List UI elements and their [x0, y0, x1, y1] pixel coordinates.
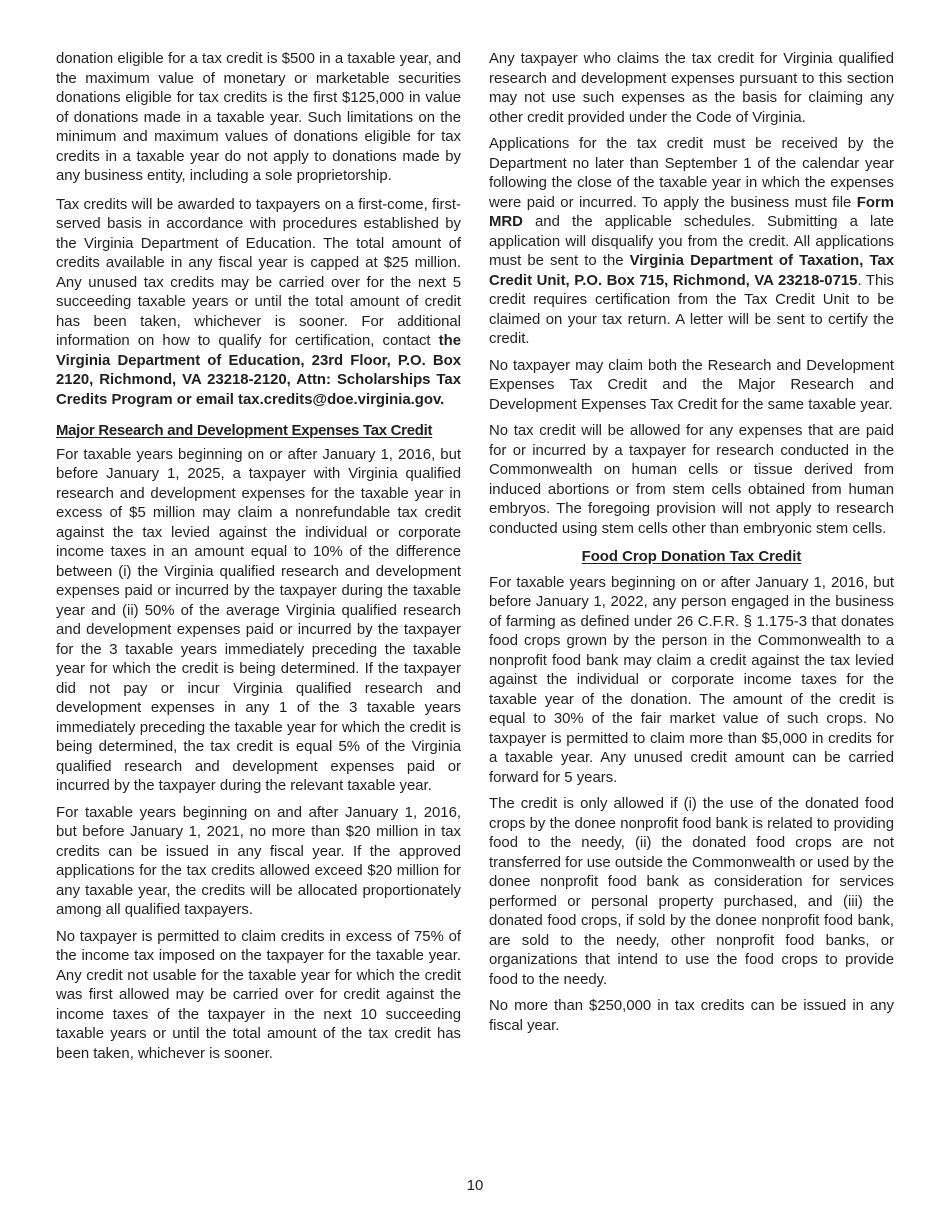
application-text-e: . This credit requires certification from the Tax Credit Unit to be claimed on your tax return. A letter will be sent to certify the credit. [489, 272, 894, 347]
food-crop-paragraph-3: No more than $250,000 in tax credits can be issued in any fiscal year. [489, 998, 894, 1034]
no-double-claim-paragraph: No taxpayer may claim both the Research and Development Expenses Tax Credit and the Major Research and Development Expenses Tax Credit for the same taxable year. [489, 357, 894, 413]
stem-cell-paragraph: No tax credit will be allowed for any expenses that are paid for or incurred by a taxpayer for research conducted in the Commonwealth on human cells or tissue derived from induced abortions or from stem cells obtained from human embryos. The foregoing provision will not apply to research conducted using stem cells other than embryonic stem cells. [489, 423, 894, 537]
left-column [56, 50, 461, 1071]
page-number: 10 [466, 1178, 484, 1194]
food-crop-heading: Food Crop Donation Tax Credit [581, 549, 802, 565]
award-text: Tax credits will be awarded to taxpayers on a first-come, first-served basis in accordance with procedures established by the Virginia Department of Education. The total amount of credits available in any fiscal year is capped at $25 million. Any unused tax credits may be carried over for the next 5 succeeding taxable years or until the total amount of credit has been taken, whichever is sooner. For additional information on how to qualify for certification, contact [56, 196, 461, 349]
form-mrd: Form MRD [489, 194, 894, 230]
application-text-a: Applications for the tax credit must be received by the Department no later than September 1 of the calendar year following the close of the taxable year in which the expenses were paid or incurred. To apply the business must file [489, 136, 894, 211]
tax-credit-award-paragraph [56, 196, 461, 411]
major-rd-heading: Major Research and Development Expenses Tax Credit [56, 423, 433, 439]
major-rd-paragraph-3: No taxpayer is permitted to claim credits in excess of 75% of the income tax imposed on the taxpayer for the taxable year. Any credit not usable for the taxable year for which the credit was first allowed may be carried over for credit against the income taxes of the taxpayer in the next 10 succeeding taxable years or until the total amount of the tax credit has been taken, whichever is sooner. [56, 928, 461, 1062]
rd-basis-paragraph: Any taxpayer who claims the tax credit for Virginia qualified research and development expenses pursuant to this section may not use such expenses as the basis for claiming any other credit provided under the Code of Virginia. [489, 51, 894, 126]
donation-limits-paragraph: donation eligible for a tax credit is $500 in a taxable year, and the maximum value of monetary or marketable securities donations eligible for tax credits is the first $125,000 in value of donations made in a taxable year. Such limitations on the minimum and maximum values of donations eligible for tax credits in a taxable year do not apply to donations made by any business entity, including a sole proprietorship. [56, 51, 461, 184]
tax-credit-unit-address: Virginia Department of Taxation, Tax Credit Unit, P.O. Box 715, Richmond, VA 23218-0715 [489, 253, 894, 289]
application-paragraph [489, 135, 894, 350]
application-text-c: and the applicable schedules. Submitting a late application will disqualify you from the credit. All applications must be sent to the [489, 214, 894, 269]
major-rd-paragraph-1: For taxable years beginning on or after January 1, 2016, but before January 1, 2025, a taxpayer with Virginia qualified research and development expenses for the taxable year in excess of $5 million may claim a nonrefundable tax credit against the tax levied against the individual or corporate income taxes in an amount equal to 10% of the difference between (i) the Virginia qualified research and development expenses paid or incurred by the taxpayer during the taxable year and (ii) 50% of the average Virginia qualified research and development expenses paid or incurred by the taxpayer for the 3 taxable years immediately preceding the taxable year for which the credit is being determined. If the taxpayer did not pay or incur Virginia qualified research and development expenses in any 1 of the 3 taxable years immediately preceding the taxable year for which the credit is being determined, the tax credit is equal 5% of the Virginia qualified research and development expenses paid or incurred by the taxpayer during the relevant taxable year. [56, 446, 461, 794]
major-rd-paragraph-2: For taxable years beginning on and after January 1, 2016, but before January 1, 2021, no more than $20 million in tax credits can be issued in any fiscal year. If the approved applications for the tax credits allowed exceed $20 million for any taxable year, the credits will be allocated proportionately among all qualified taxpayers. [56, 804, 461, 918]
food-crop-paragraph-2: The credit is only allowed if (i) the use of the donated food crops by the donee nonprofit food bank is related to providing food to the needy, (ii) the donated food crops are not transferred for use outside the Commonwealth or used by the donee nonprofit food bank as consideration for services performed or personal property purchased, and (iii) the donated food crops, if sold by the donee nonprofit food bank, are sold to the needy, other nonprofit food banks, or organizations that intend to use the food crops to provide food to the needy. [489, 796, 894, 988]
food-crop-paragraph-1: For taxable years beginning on or after January 1, 2016, but before January 1, 2022, any person engaged in the business of farming as defined under 26 C.F.R. § 1.175-3 that donates food crops grown by the person in the Commonwealth to a nonprofit food bank may claim a credit against the tax levied against the individual or corporate income taxes for the taxable year of the donation. The amount of the credit is equal to 30% of the fair market value of such crops. No taxpayer is permitted to claim more than $5,000 in credits for a taxable year. Any unused credit amount can be carried forward for 5 years. [489, 574, 894, 786]
contact-info: the Virginia Department of Education, 23rd Floor, P.O. Box 2120, Richmond, VA 23218-2120, Attn: Scholarships Tax Credits Program or email tax.credits@doe.virginia.gov. [56, 333, 461, 408]
right-column [489, 50, 894, 1043]
